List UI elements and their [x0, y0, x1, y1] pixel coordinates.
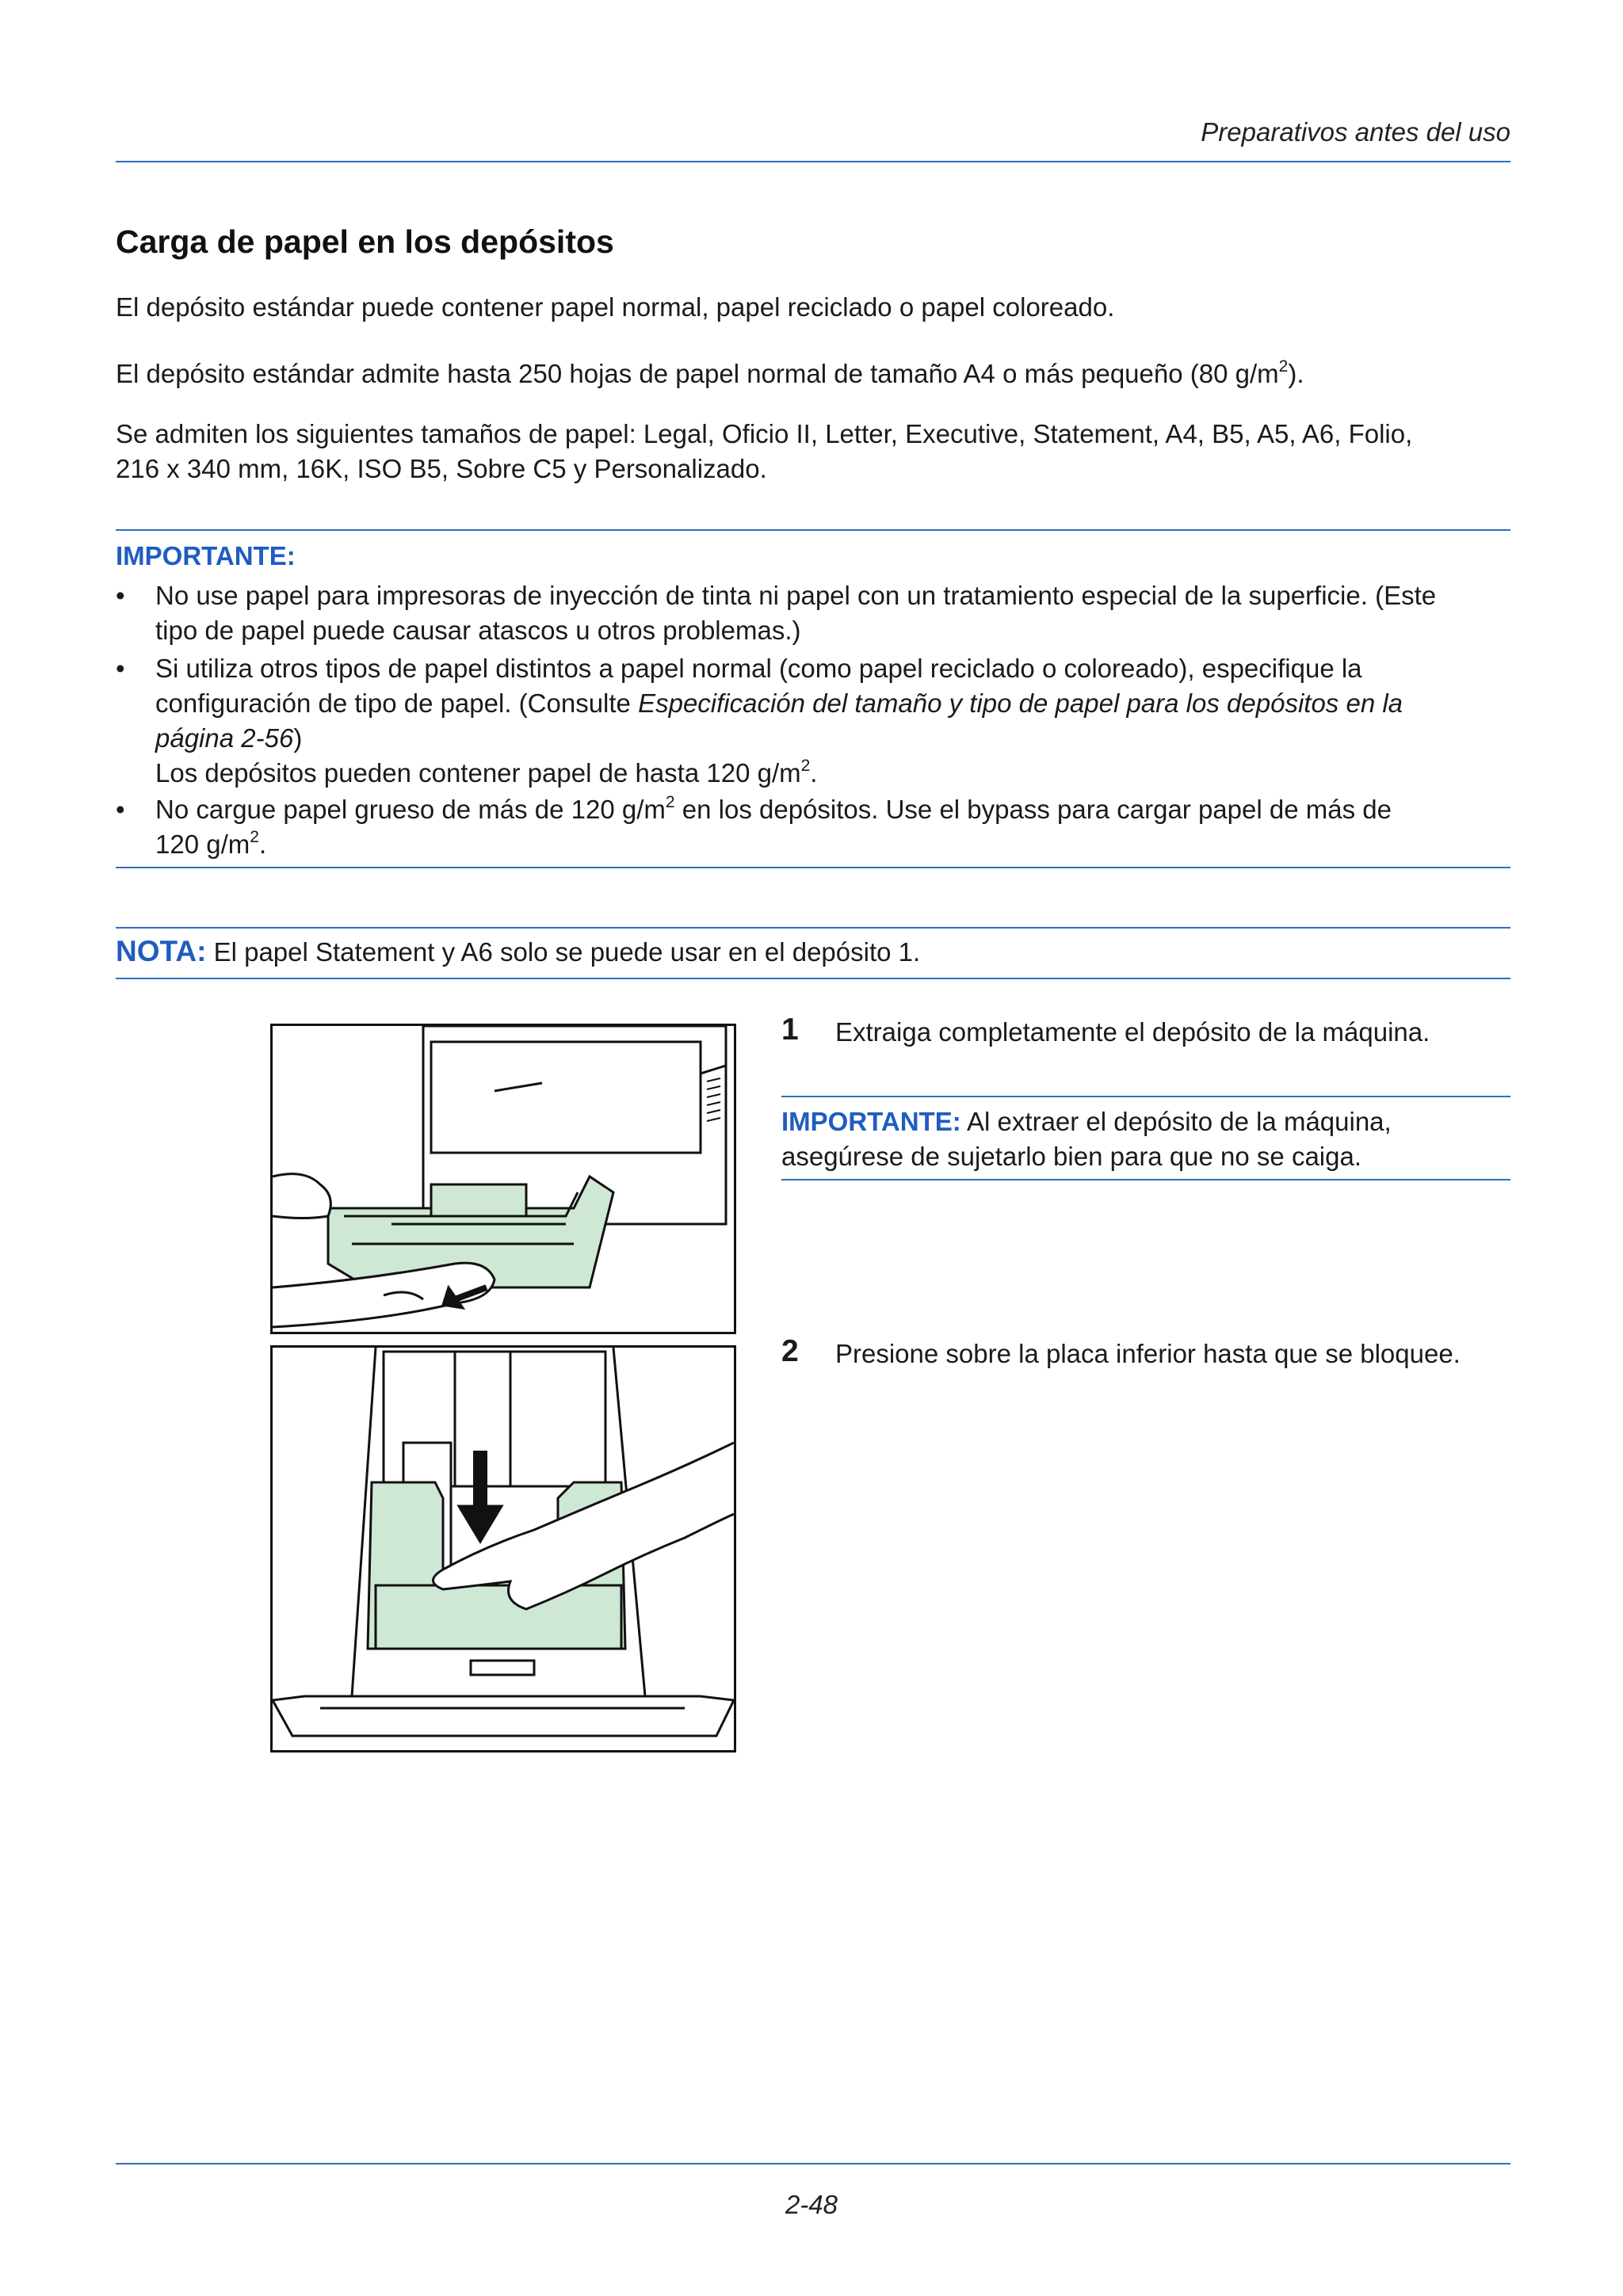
nota-label: NOTA:	[116, 935, 207, 967]
header-rule	[116, 161, 1510, 162]
step1-important-line-1	[781, 1104, 1510, 1139]
page-number: 2-48	[785, 2190, 838, 2219]
bullet-2-line-4-sup: 2	[800, 757, 811, 775]
bullet-3-line-2-sup: 2	[250, 828, 259, 846]
step1-important-text-1: Al extraer el depósito de la máquina,	[960, 1107, 1392, 1136]
step-1-number: 1	[781, 1013, 799, 1047]
step1-important	[781, 1104, 1510, 1174]
important-label: IMPORTANTE:	[116, 541, 296, 570]
important-top-rule	[116, 529, 1510, 531]
bullet-3-line-2	[155, 827, 1510, 862]
paragraph-2-tail: ).	[1288, 359, 1304, 388]
bullet-dot: •	[116, 654, 125, 683]
bullet-2-line-1: Si utiliza otros tipos de papel distintos a papel normal (como papel reciclado o coloreado), especifique la	[155, 654, 1362, 683]
paragraph-3-line-1: Se admiten los siguientes tamaños de papel: Legal, Oficio II, Letter, Executive, Statement, A4, B5, A5, A6, Folio,	[116, 419, 1413, 448]
important-bullet-3	[116, 792, 1510, 862]
bullet-2-line-4	[155, 756, 1510, 791]
section-title: Carga de papel en los depósitos	[116, 223, 614, 260]
bullet-1-line-2: tipo de papel puede causar atascos u otros problemas.)	[155, 616, 801, 645]
cassette-pull-illustration	[273, 1026, 734, 1332]
running-header: Preparativos antes del uso	[1201, 117, 1510, 147]
cross-reference-link[interactable]: Especificación del tamaño y tipo de papel para los depósitos en la	[638, 688, 1403, 718]
important-bullet-2	[116, 651, 1510, 791]
bullet-2-line-2	[155, 686, 1510, 721]
cross-reference-link-page[interactable]: página 2-56	[155, 723, 294, 753]
paragraph-3-line-2: 216 x 340 mm, 16K, ISO B5, Sobre C5 y Personalizado.	[116, 454, 767, 483]
step1-important-bottom-rule	[781, 1179, 1510, 1180]
important-bottom-rule	[116, 867, 1510, 868]
step-1-text: Extraiga completamente el depósito de la máquina.	[835, 1017, 1430, 1047]
paragraph-2-sup: 2	[1278, 357, 1289, 376]
bullet-3-line-2-text: 120 g/m	[155, 830, 250, 859]
bullet-2-line-2-text: configuración de tipo de papel. (Consulte	[155, 688, 639, 718]
nota-top-rule	[116, 927, 1510, 929]
bullet-dot: •	[116, 581, 125, 610]
bullet-3-line-1-sup: 2	[665, 793, 675, 811]
bullet-2-line-4-text: Los depósitos pueden contener papel de hasta 120 g/m	[155, 758, 801, 788]
paragraph-1: El depósito estándar puede contener papel normal, papel reciclado o papel coloreado.	[116, 292, 1115, 322]
step-2-text: Presione sobre la placa inferior hasta que se bloquee.	[835, 1339, 1461, 1368]
bullet-2-line-3	[155, 721, 1510, 756]
footer-rule	[116, 2163, 1510, 2164]
figure-press-bottom-plate	[270, 1345, 736, 1753]
bullet-2-line-4-tail: .	[810, 758, 818, 788]
paragraph-3	[116, 417, 1510, 486]
step1-important-top-rule	[781, 1096, 1510, 1097]
step1-important-line-2: asegúrese de sujetarlo bien para que no se caiga.	[781, 1142, 1362, 1171]
paragraph-2-text: El depósito estándar admite hasta 250 hojas de papel normal de tamaño A4 o más pequeño (80 g/m	[116, 359, 1279, 388]
bullet-3-line-2-tail: .	[258, 830, 267, 859]
bullet-1-line-1: No use papel para impresoras de inyección de tinta ni papel con un tratamiento especial de la superficie. (Este	[155, 581, 1437, 610]
bullet-3-line-1-tail: en los depósitos. Use el bypass para cargar papel de más de	[674, 795, 1392, 824]
paragraph-2	[116, 357, 1510, 391]
important-bullet-1	[116, 578, 1510, 648]
nota	[116, 933, 920, 971]
bullet-3-line-1	[155, 792, 1510, 827]
bullet-3-line-1-text: No cargue papel grueso de más de 120 g/m	[155, 795, 666, 824]
bottom-plate-illustration	[273, 1348, 734, 1750]
nota-bottom-rule	[116, 978, 1510, 979]
bullet-dot: •	[116, 795, 125, 824]
step1-important-label: IMPORTANTE:	[781, 1107, 961, 1136]
bullet-2-line-3-tail: )	[293, 723, 303, 753]
figure-pull-out-cassette	[270, 1024, 736, 1334]
step-2-number: 2	[781, 1334, 799, 1368]
nota-text: El papel Statement y A6 solo se puede usar en el depósito 1.	[206, 937, 921, 967]
